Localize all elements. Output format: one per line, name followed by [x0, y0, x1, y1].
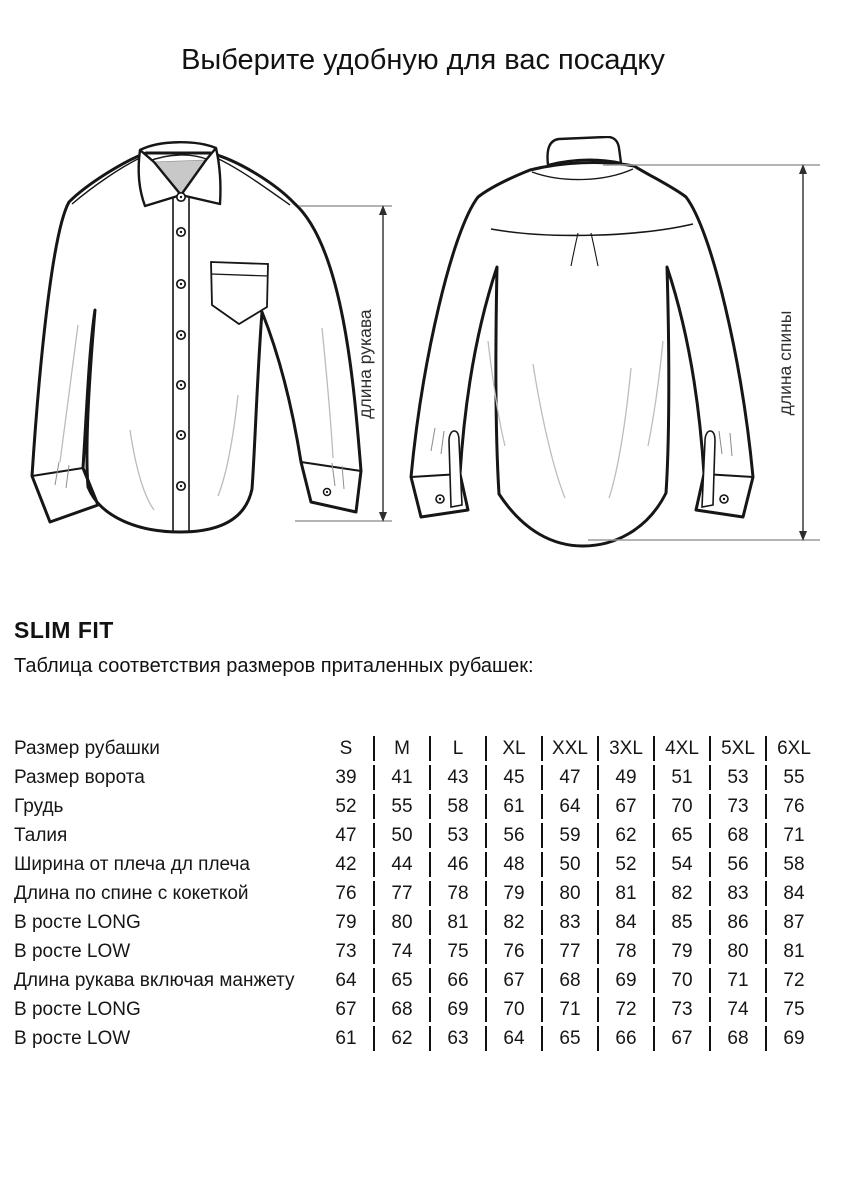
table-row-sizes	[14, 736, 821, 761]
value-cell: 39	[335, 767, 357, 788]
value-cell: 68	[709, 1026, 765, 1051]
value-cell: 41	[373, 765, 429, 790]
value-cell: 62	[373, 1026, 429, 1051]
size-cell: 6XL	[765, 736, 821, 761]
value-cell: 76	[335, 883, 357, 904]
value-cell: 68	[373, 997, 429, 1022]
value-cell: 59	[541, 823, 597, 848]
value-cell: 73	[653, 997, 709, 1022]
value-cell: 66	[429, 968, 485, 993]
value-cell: 80	[541, 881, 597, 906]
size-cell: 5XL	[709, 736, 765, 761]
value-cell: 77	[541, 939, 597, 964]
value-cell: 58	[765, 852, 821, 877]
table-row	[14, 881, 821, 906]
value-cell: 79	[335, 912, 357, 933]
value-cell: 55	[373, 794, 429, 819]
value-cell: 67	[485, 968, 541, 993]
value-cell: 47	[335, 825, 357, 846]
value-cell: 83	[709, 881, 765, 906]
size-cell: XXL	[541, 736, 597, 761]
value-cell: 52	[597, 852, 653, 877]
value-cell: 50	[541, 852, 597, 877]
value-cell: 56	[485, 823, 541, 848]
value-cell: 77	[373, 881, 429, 906]
value-cell: 78	[597, 939, 653, 964]
value-cell: 53	[429, 823, 485, 848]
row-label: Талия	[14, 825, 68, 846]
value-cell: 69	[429, 997, 485, 1022]
value-cell: 68	[709, 823, 765, 848]
value-cell: 64	[485, 1026, 541, 1051]
value-cell: 84	[597, 910, 653, 935]
value-cell: 67	[653, 1026, 709, 1051]
value-cell: 67	[335, 999, 357, 1020]
size-cell: XL	[485, 736, 541, 761]
value-cell: 75	[429, 939, 485, 964]
size-cell: L	[429, 736, 485, 761]
value-cell: 83	[541, 910, 597, 935]
value-cell: 80	[373, 910, 429, 935]
value-cell: 44	[373, 852, 429, 877]
value-cell: 62	[597, 823, 653, 848]
value-cell: 66	[597, 1026, 653, 1051]
value-cell: 73	[709, 794, 765, 819]
value-cell: 82	[485, 910, 541, 935]
table-row	[14, 765, 821, 790]
value-cell: 72	[765, 968, 821, 993]
table-row	[14, 910, 821, 935]
value-cell: 81	[597, 881, 653, 906]
table-row	[14, 997, 821, 1022]
value-cell: 70	[653, 794, 709, 819]
value-cell: 75	[765, 997, 821, 1022]
value-cell: 74	[709, 997, 765, 1022]
value-cell: 50	[373, 823, 429, 848]
row-label: В росте LONG	[14, 912, 141, 933]
value-cell: 47	[541, 765, 597, 790]
value-cell: 68	[541, 968, 597, 993]
value-cell: 55	[765, 765, 821, 790]
row-label: В росте LOW	[14, 1028, 131, 1049]
value-cell: 46	[429, 852, 485, 877]
size-cell: 4XL	[653, 736, 709, 761]
value-cell: 67	[597, 794, 653, 819]
value-cell: 49	[597, 765, 653, 790]
sleeve-length-label: длина рукава	[355, 309, 375, 419]
size-cell: M	[373, 736, 429, 761]
page-title: Выберите удобную для вас посадку	[181, 44, 665, 76]
value-cell: 69	[597, 968, 653, 993]
value-cell: 65	[653, 823, 709, 848]
value-cell: 63	[429, 1026, 485, 1051]
fit-heading: SLIM FIT	[14, 617, 114, 643]
value-cell: 43	[429, 765, 485, 790]
table-row	[14, 968, 821, 993]
value-cell: 69	[765, 1026, 821, 1051]
collar-band-outer	[140, 142, 216, 150]
value-cell: 86	[709, 910, 765, 935]
table-subtitle: Таблица соответствия размеров приталенных рубашек:	[14, 655, 534, 677]
table-row	[14, 852, 821, 877]
row-label: Размер ворота	[14, 767, 145, 788]
back-length-dimension	[585, 156, 825, 550]
value-cell: 45	[485, 765, 541, 790]
value-cell: 76	[765, 794, 821, 819]
back-length-label: длина спины	[775, 310, 795, 416]
value-cell: 51	[653, 765, 709, 790]
value-cell: 65	[541, 1026, 597, 1051]
value-cell: 52	[335, 796, 357, 817]
value-cell: 76	[485, 939, 541, 964]
value-cell: 70	[485, 997, 541, 1022]
value-cell: 72	[597, 997, 653, 1022]
row-label: Размер рубашки	[14, 738, 160, 759]
value-cell: 71	[765, 823, 821, 848]
row-label: Ширина от плеча дл плеча	[14, 854, 250, 875]
table-row	[14, 794, 821, 819]
row-label: Длина по спине с кокеткой	[14, 883, 249, 904]
value-cell: 84	[765, 881, 821, 906]
value-cell: 71	[541, 997, 597, 1022]
size-table	[14, 732, 821, 1055]
value-cell: 81	[429, 910, 485, 935]
value-cell: 61	[485, 794, 541, 819]
value-cell: 58	[429, 794, 485, 819]
value-cell: 42	[335, 854, 357, 875]
value-cell: 73	[335, 941, 357, 962]
value-cell: 64	[541, 794, 597, 819]
value-cell: 70	[653, 968, 709, 993]
table-row	[14, 823, 821, 848]
value-cell: 74	[373, 939, 429, 964]
value-cell: 85	[653, 910, 709, 935]
value-cell: 80	[709, 939, 765, 964]
value-cell: 65	[373, 968, 429, 993]
row-label: В росте LOW	[14, 941, 131, 962]
value-cell: 82	[653, 881, 709, 906]
row-label: Длина рукава включая манжету	[14, 970, 295, 991]
value-cell: 87	[765, 910, 821, 935]
value-cell: 79	[653, 939, 709, 964]
value-cell: 61	[335, 1028, 357, 1049]
value-cell: 54	[653, 852, 709, 877]
table-row	[14, 939, 821, 964]
sleeve-length-dimension	[293, 198, 395, 530]
value-cell: 56	[709, 852, 765, 877]
value-cell: 48	[485, 852, 541, 877]
value-cell: 78	[429, 881, 485, 906]
value-cell: 71	[709, 968, 765, 993]
size-cell: S	[339, 738, 353, 759]
row-label: В росте LONG	[14, 999, 141, 1020]
row-label: Грудь	[14, 796, 64, 817]
size-cell: 3XL	[597, 736, 653, 761]
value-cell: 53	[709, 765, 765, 790]
value-cell: 81	[765, 939, 821, 964]
value-cell: 79	[485, 881, 541, 906]
table-row	[14, 1026, 821, 1051]
value-cell: 64	[335, 970, 357, 991]
